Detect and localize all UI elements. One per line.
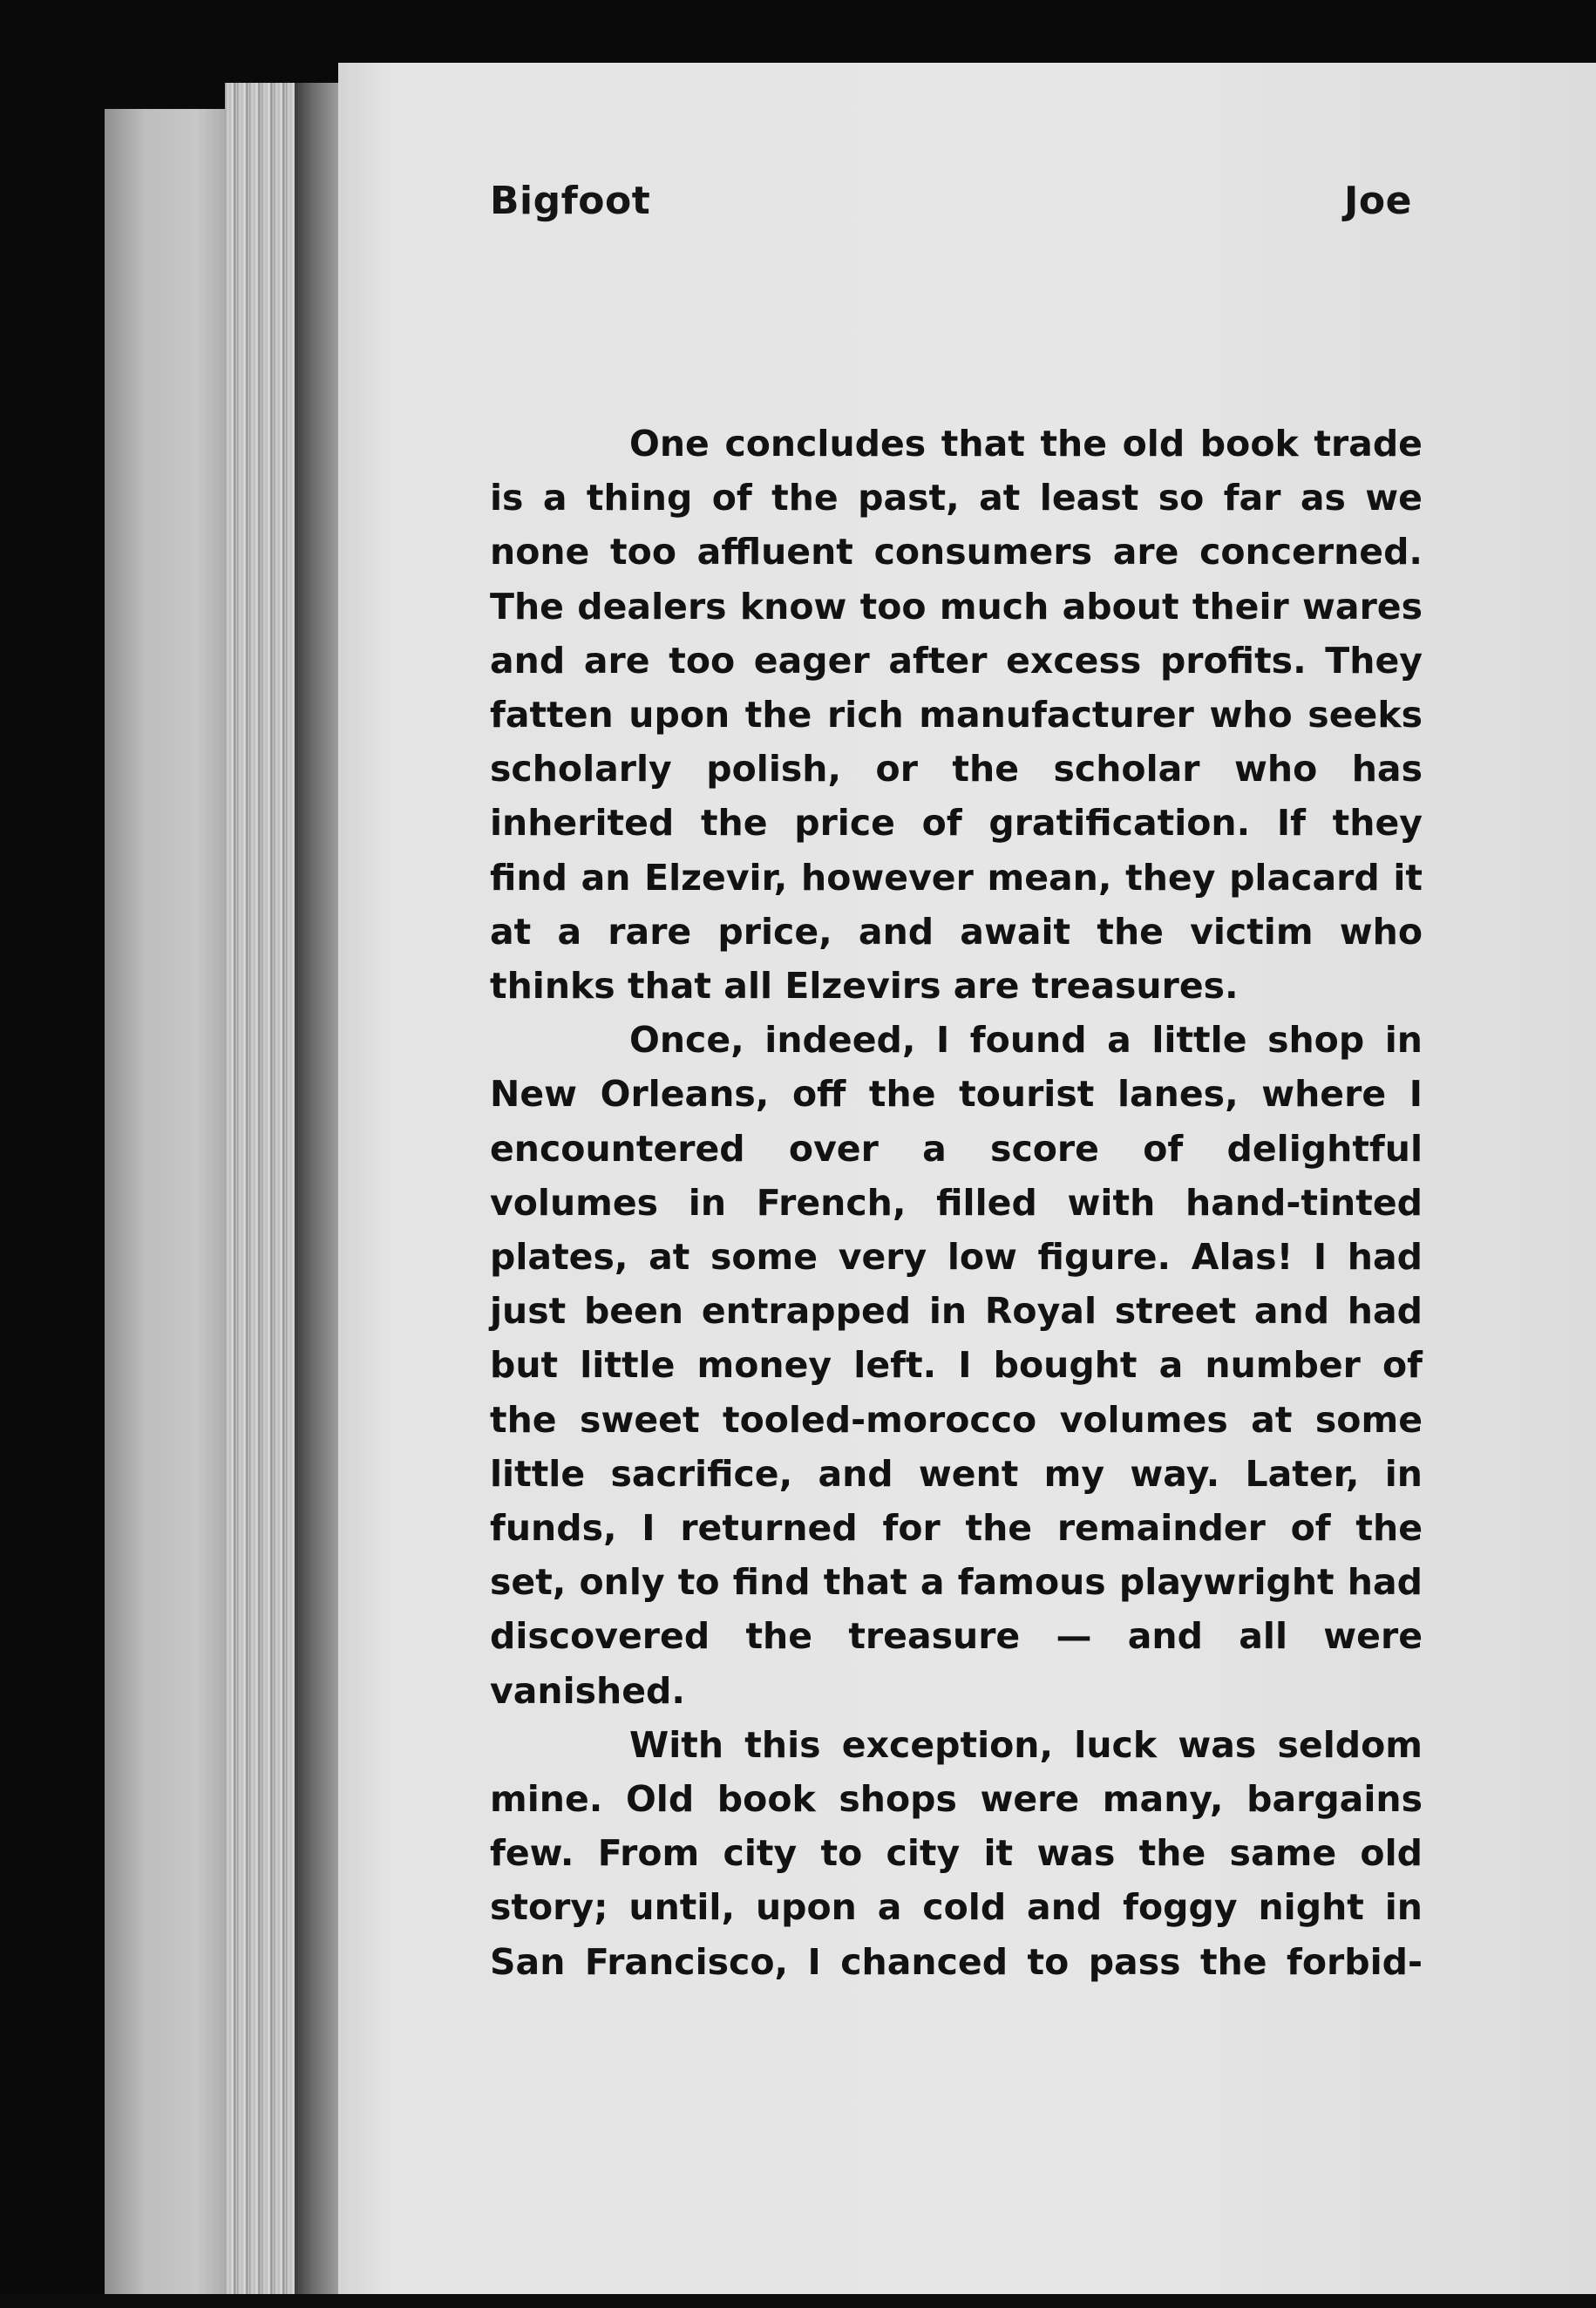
- running-head-left: Bigfoot: [490, 179, 651, 223]
- body-text: [490, 417, 1423, 1989]
- book-gutter-shadow: [295, 83, 340, 2301]
- paragraph-3: With this exception, luck was seldom mine. Old book shops were many, bargains few. From city to city it was the same old story; until, upon a cold and foggy night in San Francisco, I chanced to pass the forbid-: [490, 1723, 1423, 1983]
- paragraph-2: Once, indeed, I found a little shop in New Orleans, off the tourist lanes, where I encountered over a score of delightful volumes in French, filled with hand-tinted plates, at some very low figure. Alas! I had just been entrapped in Royal street and had but little money left. I bought a number of the sweet tooled-morocco volumes at some little sacrifice, and went my way. Later, in funds, I returned for the remainder of the set, only to find that a famous playwright had discovered the treasure — and all were vanished.: [490, 1019, 1423, 1712]
- scan-left-margin: [105, 109, 235, 2305]
- running-head-right: Joe: [1344, 179, 1412, 223]
- scan-bottom-border: [0, 2294, 1596, 2308]
- paragraph-1: One concludes that the old book trade is a thing of the past, at least so far as we none too affluent consumers are concerned. The dealers know too much about their wares and are too eager after excess profits. They fatten upon the rich manufacturer who seeks scholarly polish, or the scholar who has inherited the price of gratification. If they find an Elzevir, however mean, they placard it at a rare price, and await the victim who thinks that all Elzevirs are treasures.: [490, 423, 1423, 1008]
